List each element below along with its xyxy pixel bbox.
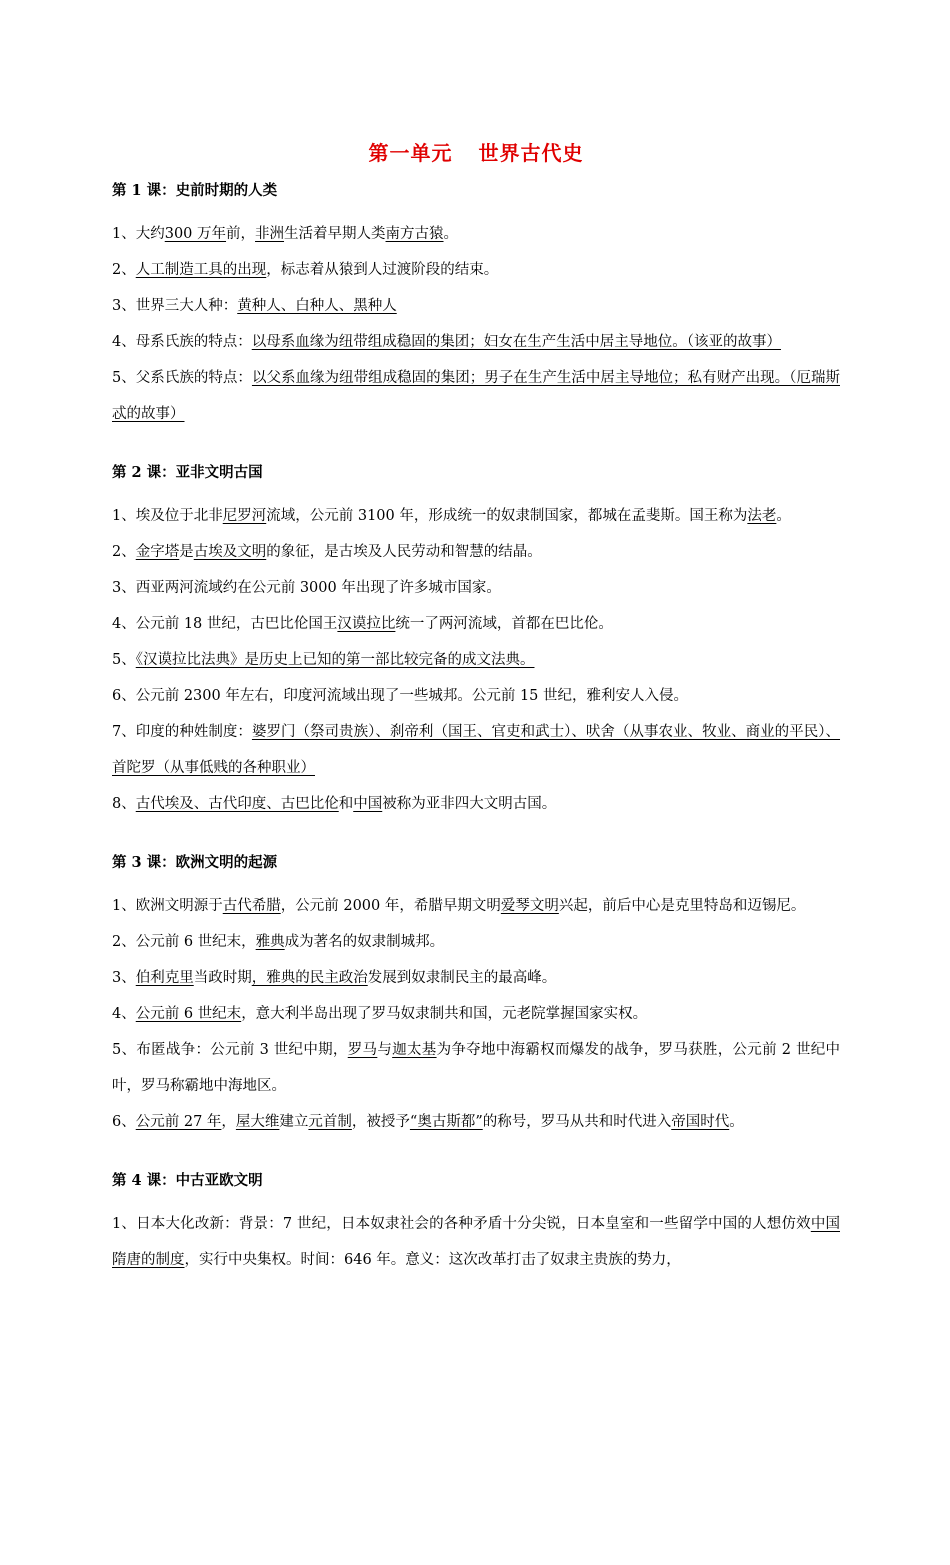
underlined-text: 公元前 6 世纪末 [135, 1006, 242, 1022]
text-segment: 发展到奴隶制民主的最高峰。 [367, 970, 557, 986]
underlined-text: 元首制 [308, 1114, 352, 1130]
text-segment: 4、母系氏族的特点： [112, 334, 252, 350]
text-segment: 流域，公元前 3100 年，形成统一的奴隶制国家，都城在孟斐斯。国王称为 [266, 508, 748, 524]
underlined-text: 300 万年 [164, 226, 227, 242]
text-segment: ，标志着从猿到人过渡阶段的结束。 [266, 262, 499, 278]
underlined-text: 以父系血缘为纽带组成稳固的集团；男子在生产生活中居主导地位；私有财产出现。（厄瑞斯忒的故事） [112, 370, 840, 422]
text-segment: 前， [226, 226, 256, 242]
list-item [112, 642, 840, 678]
text-segment: ，被授予 [351, 1114, 410, 1130]
text-segment: 5、父系氏族的特点： [112, 370, 252, 386]
unit-title-part2: 世界古代史 [478, 141, 584, 165]
text-segment: 。 [776, 508, 791, 524]
underlined-text: 中国隋唐的制度 [112, 1216, 840, 1268]
underlined-text: 汉谟拉比 [337, 616, 396, 632]
text-segment: 当政时期 [193, 970, 252, 986]
underlined-text: 古代希腊 [222, 898, 281, 914]
list-item [112, 786, 840, 822]
text-segment: 。 [443, 226, 459, 242]
text-segment: 5、 [112, 652, 136, 668]
underlined-text: 古埃及文明 [193, 544, 267, 560]
lesson-section [112, 462, 840, 822]
text-segment: 与 [377, 1042, 393, 1058]
text-segment: 2、公元前 6 世纪末， [112, 934, 256, 950]
list-item [112, 1104, 840, 1140]
lesson-heading: 第 4 课：中古亚欧文明 [112, 1172, 263, 1189]
list-item [112, 360, 840, 432]
text-segment: 被称为亚非四大文明古国。 [382, 796, 557, 812]
underlined-text: 中国 [353, 796, 383, 812]
text-segment: 1、欧洲文明源于 [112, 898, 223, 914]
list-item [112, 498, 840, 534]
underlined-text: 爱琴文明 [500, 898, 559, 914]
lesson-heading: 第 2 课：亚非文明古国 [112, 464, 263, 481]
list-item [112, 252, 840, 288]
underlined-text: 《汉谟拉比法典》是历史上已知的第一部比较完备的成文法典。 [135, 652, 535, 668]
lesson-section [112, 852, 840, 1140]
list-item [112, 1032, 840, 1104]
unit-title-part1: 第一单元 [368, 141, 453, 165]
underlined-text: 迦太基 [392, 1042, 437, 1058]
underlined-text: 法老 [747, 508, 777, 524]
underlined-text: 屋大维 [235, 1114, 280, 1130]
text-segment: 5、布匿战争：公元前 3 世纪中期， [112, 1042, 348, 1058]
text-segment: 7、印度的种姓制度： [112, 724, 252, 740]
underlined-text: 婆罗门（祭司贵族）、刹帝利（国王、官吏和武士）、吠舍（从事农业、牧业、商业的平民）、首陀罗（从事低贱的各种职业） [112, 724, 841, 776]
lessons-container [112, 180, 840, 1278]
underlined-text: 尼罗河 [222, 508, 267, 524]
text-segment: 的象征，是古埃及人民劳动和智慧的结晶。 [266, 544, 542, 560]
text-segment: 4、 [112, 1006, 136, 1022]
underlined-text: 非洲 [255, 226, 285, 242]
underlined-text: 人工制造工具的出现 [135, 262, 267, 278]
lesson-heading: 第 1 课：史前时期的人类 [112, 182, 278, 199]
document-page [112, 138, 840, 1278]
text-segment: 建立 [279, 1114, 309, 1130]
text-segment: 为争夺地中海霸权而爆发的战争，罗马获胜，公元前 2 世纪中叶，罗马称霸地中海地区。 [112, 1042, 841, 1094]
underlined-text: 以母系血缘为纽带组成稳固的集团；妇女在生产生活中居主导地位。（该亚的故事） [251, 334, 781, 350]
list-item [112, 1206, 840, 1278]
list-item [112, 714, 840, 786]
text-segment: 统一了两河流域，首都在巴比伦。 [395, 616, 613, 632]
text-segment: 1、埃及位于北非 [112, 508, 223, 524]
list-item [112, 324, 840, 360]
text-segment: 生活着早期人类 [284, 226, 386, 242]
text-segment: 2、 [112, 544, 136, 560]
underlined-text: 雅典 [255, 934, 285, 950]
text-segment: 8、 [112, 796, 136, 812]
text-segment: 3、世界三大人种： [112, 298, 238, 314]
unit-title [112, 138, 840, 168]
text-segment: ，意大利半岛出现了罗马奴隶制共和国，元老院掌握国家实权。 [241, 1006, 648, 1022]
list-item [112, 678, 840, 714]
list-item [112, 534, 840, 570]
text-segment: 和 [338, 796, 354, 812]
text-segment: 的称号，罗马从共和时代进入 [482, 1114, 672, 1130]
underlined-text: 古代埃及、古代印度、古巴比伦 [135, 796, 339, 812]
lesson-section [112, 180, 840, 432]
text-segment: 兴起，前后中心是克里特岛和迈锡尼。 [558, 898, 806, 914]
list-item [112, 888, 840, 924]
list-item [112, 924, 840, 960]
underlined-text: 罗马 [347, 1042, 378, 1058]
list-item [112, 216, 840, 252]
list-item [112, 570, 840, 606]
text-segment: 1、日本大化改新：背景：7 世纪，日本奴隶社会的各种矛盾十分尖锐，日本皇室和一些留学中国的人想仿效 [112, 1216, 811, 1232]
list-item [112, 288, 840, 324]
text-segment: 3、 [112, 970, 136, 986]
list-item [112, 606, 840, 642]
text-segment: ， [221, 1114, 236, 1130]
underlined-text: 黄种人、白种人、黑种人 [237, 298, 397, 314]
underlined-text: 帝国时代 [671, 1114, 730, 1130]
underlined-text: 金字塔 [135, 544, 180, 560]
text-segment: 6、公元前 2300 年左右，印度河流域出现了一些城邦。公元前 15 世纪，雅利安人入侵。 [112, 688, 689, 704]
underlined-text: ，雅典的民主政治 [251, 970, 368, 986]
underlined-text: 伯利克里 [135, 970, 194, 986]
text-segment: 6、 [112, 1114, 136, 1130]
text-segment: 。 [729, 1114, 744, 1130]
underlined-text: “奥古斯都” [409, 1114, 483, 1130]
text-segment: ，实行中央集权。时间：646 年。意义：这次改革打击了奴隶主贵族的势力， [184, 1252, 681, 1268]
underlined-text: 南方古猿 [385, 226, 444, 242]
text-segment: 4、公元前 18 世纪，古巴比伦国王 [112, 616, 338, 632]
text-segment: 1、大约 [112, 226, 165, 242]
text-segment: 是 [179, 544, 194, 560]
underlined-text: 公元前 27 年 [135, 1114, 222, 1130]
list-item [112, 996, 840, 1032]
lesson-section [112, 1170, 840, 1278]
text-segment: 成为著名的奴隶制城邦。 [284, 934, 445, 950]
lesson-heading: 第 3 课：欧洲文明的起源 [112, 854, 278, 871]
list-item [112, 960, 840, 996]
text-segment: ，公元前 2000 年，希腊早期文明 [280, 898, 501, 914]
text-segment: 2、 [112, 262, 136, 278]
text-segment: 3、西亚两河流域约在公元前 3000 年出现了许多城市国家。 [112, 580, 501, 596]
